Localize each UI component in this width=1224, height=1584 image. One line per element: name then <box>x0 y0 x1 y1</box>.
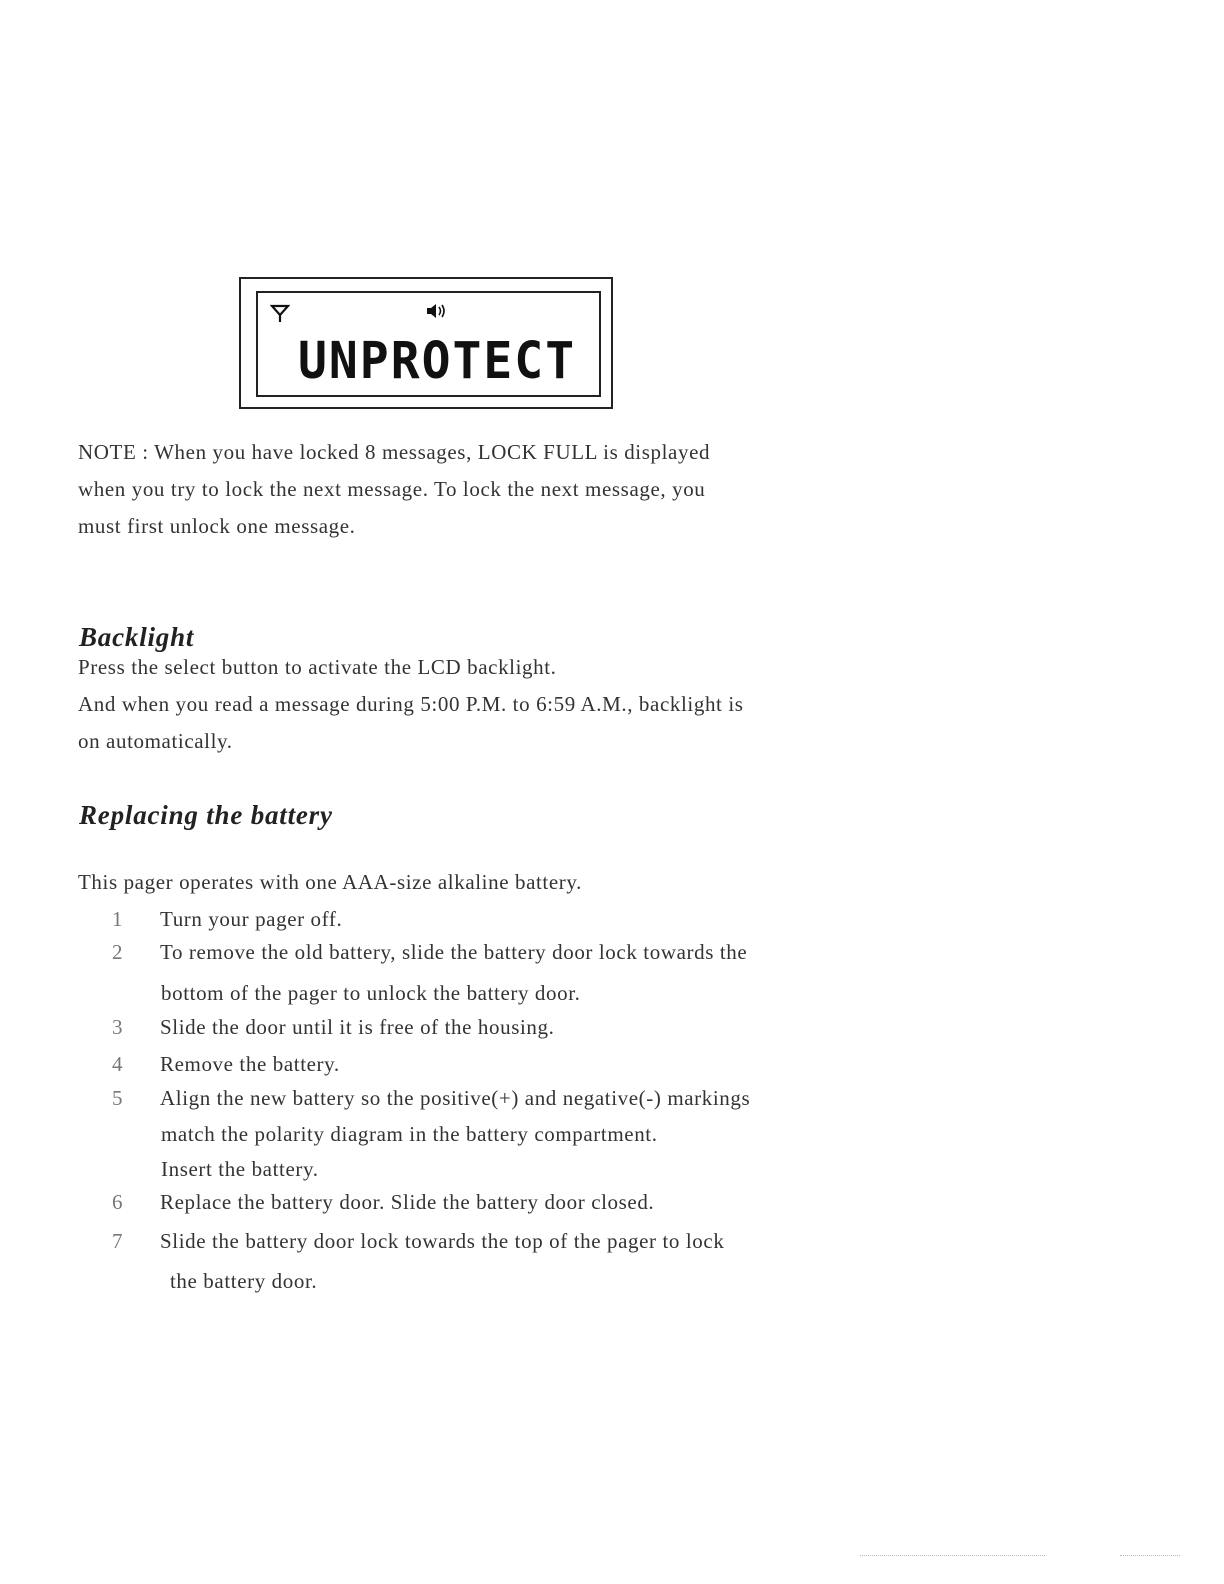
scan-artifact-line <box>860 1555 1045 1556</box>
step-7 <box>112 1229 724 1254</box>
step-text: To remove the old battery, slide the battery door lock towards the <box>160 940 748 964</box>
step-text: Slide the door until it is free of the housing. <box>160 1015 555 1039</box>
step-text: Remove the battery. <box>160 1052 340 1076</box>
step-number: 4 <box>112 1052 124 1076</box>
scan-artifact-line <box>1120 1555 1180 1556</box>
step-number: 2 <box>112 940 124 964</box>
backlight-line-2: And when you read a message during 5:00 P.M. to 6:59 A.M., backlight is <box>78 692 744 716</box>
note-line-1: NOTE : When you have locked 8 messages, LOCK FULL is displayed <box>78 440 711 464</box>
step-number: 3 <box>112 1015 124 1039</box>
step-2-continued: bottom of the pager to unlock the battery door. <box>161 981 581 1005</box>
backlight-heading: Backlight <box>79 622 195 652</box>
step-text: Slide the battery door lock towards the top of the pager to lock <box>160 1229 725 1253</box>
step-number: 7 <box>112 1229 124 1253</box>
step-5 <box>112 1086 750 1111</box>
step-number: 6 <box>112 1190 124 1214</box>
step-3 <box>112 1015 554 1040</box>
step-number: 1 <box>112 907 124 931</box>
lcd-message-text: UNPROTECT <box>298 331 577 391</box>
battery-intro: This pager operates with one AAA-size alkaline battery. <box>78 870 582 894</box>
step-2 <box>112 940 747 965</box>
step-text: Turn your pager off. <box>160 907 343 931</box>
backlight-line-1: Press the select button to activate the LCD backlight. <box>78 655 557 679</box>
backlight-line-3: on automatically. <box>78 729 233 753</box>
step-5-continued-2: Insert the battery. <box>161 1157 319 1181</box>
battery-heading: Replacing the battery <box>79 800 333 830</box>
lcd-display-outer-frame <box>239 277 613 409</box>
step-4 <box>112 1052 340 1077</box>
step-number: 5 <box>112 1086 124 1110</box>
speaker-icon <box>426 303 450 319</box>
lcd-display-screen <box>256 291 601 397</box>
step-text: Replace the battery door. Slide the battery door closed. <box>160 1190 655 1214</box>
note-line-2: when you try to lock the next message. To lock the next message, you <box>78 477 706 501</box>
antenna-icon <box>270 303 290 323</box>
step-7-continued: the battery door. <box>170 1269 318 1293</box>
step-1 <box>112 907 342 932</box>
note-line-3: must first unlock one message. <box>78 514 356 538</box>
step-text: Align the new battery so the positive(+) and negative(-) markings <box>160 1086 751 1110</box>
step-6 <box>112 1190 654 1215</box>
step-5-continued-1: match the polarity diagram in the battery compartment. <box>161 1122 658 1146</box>
